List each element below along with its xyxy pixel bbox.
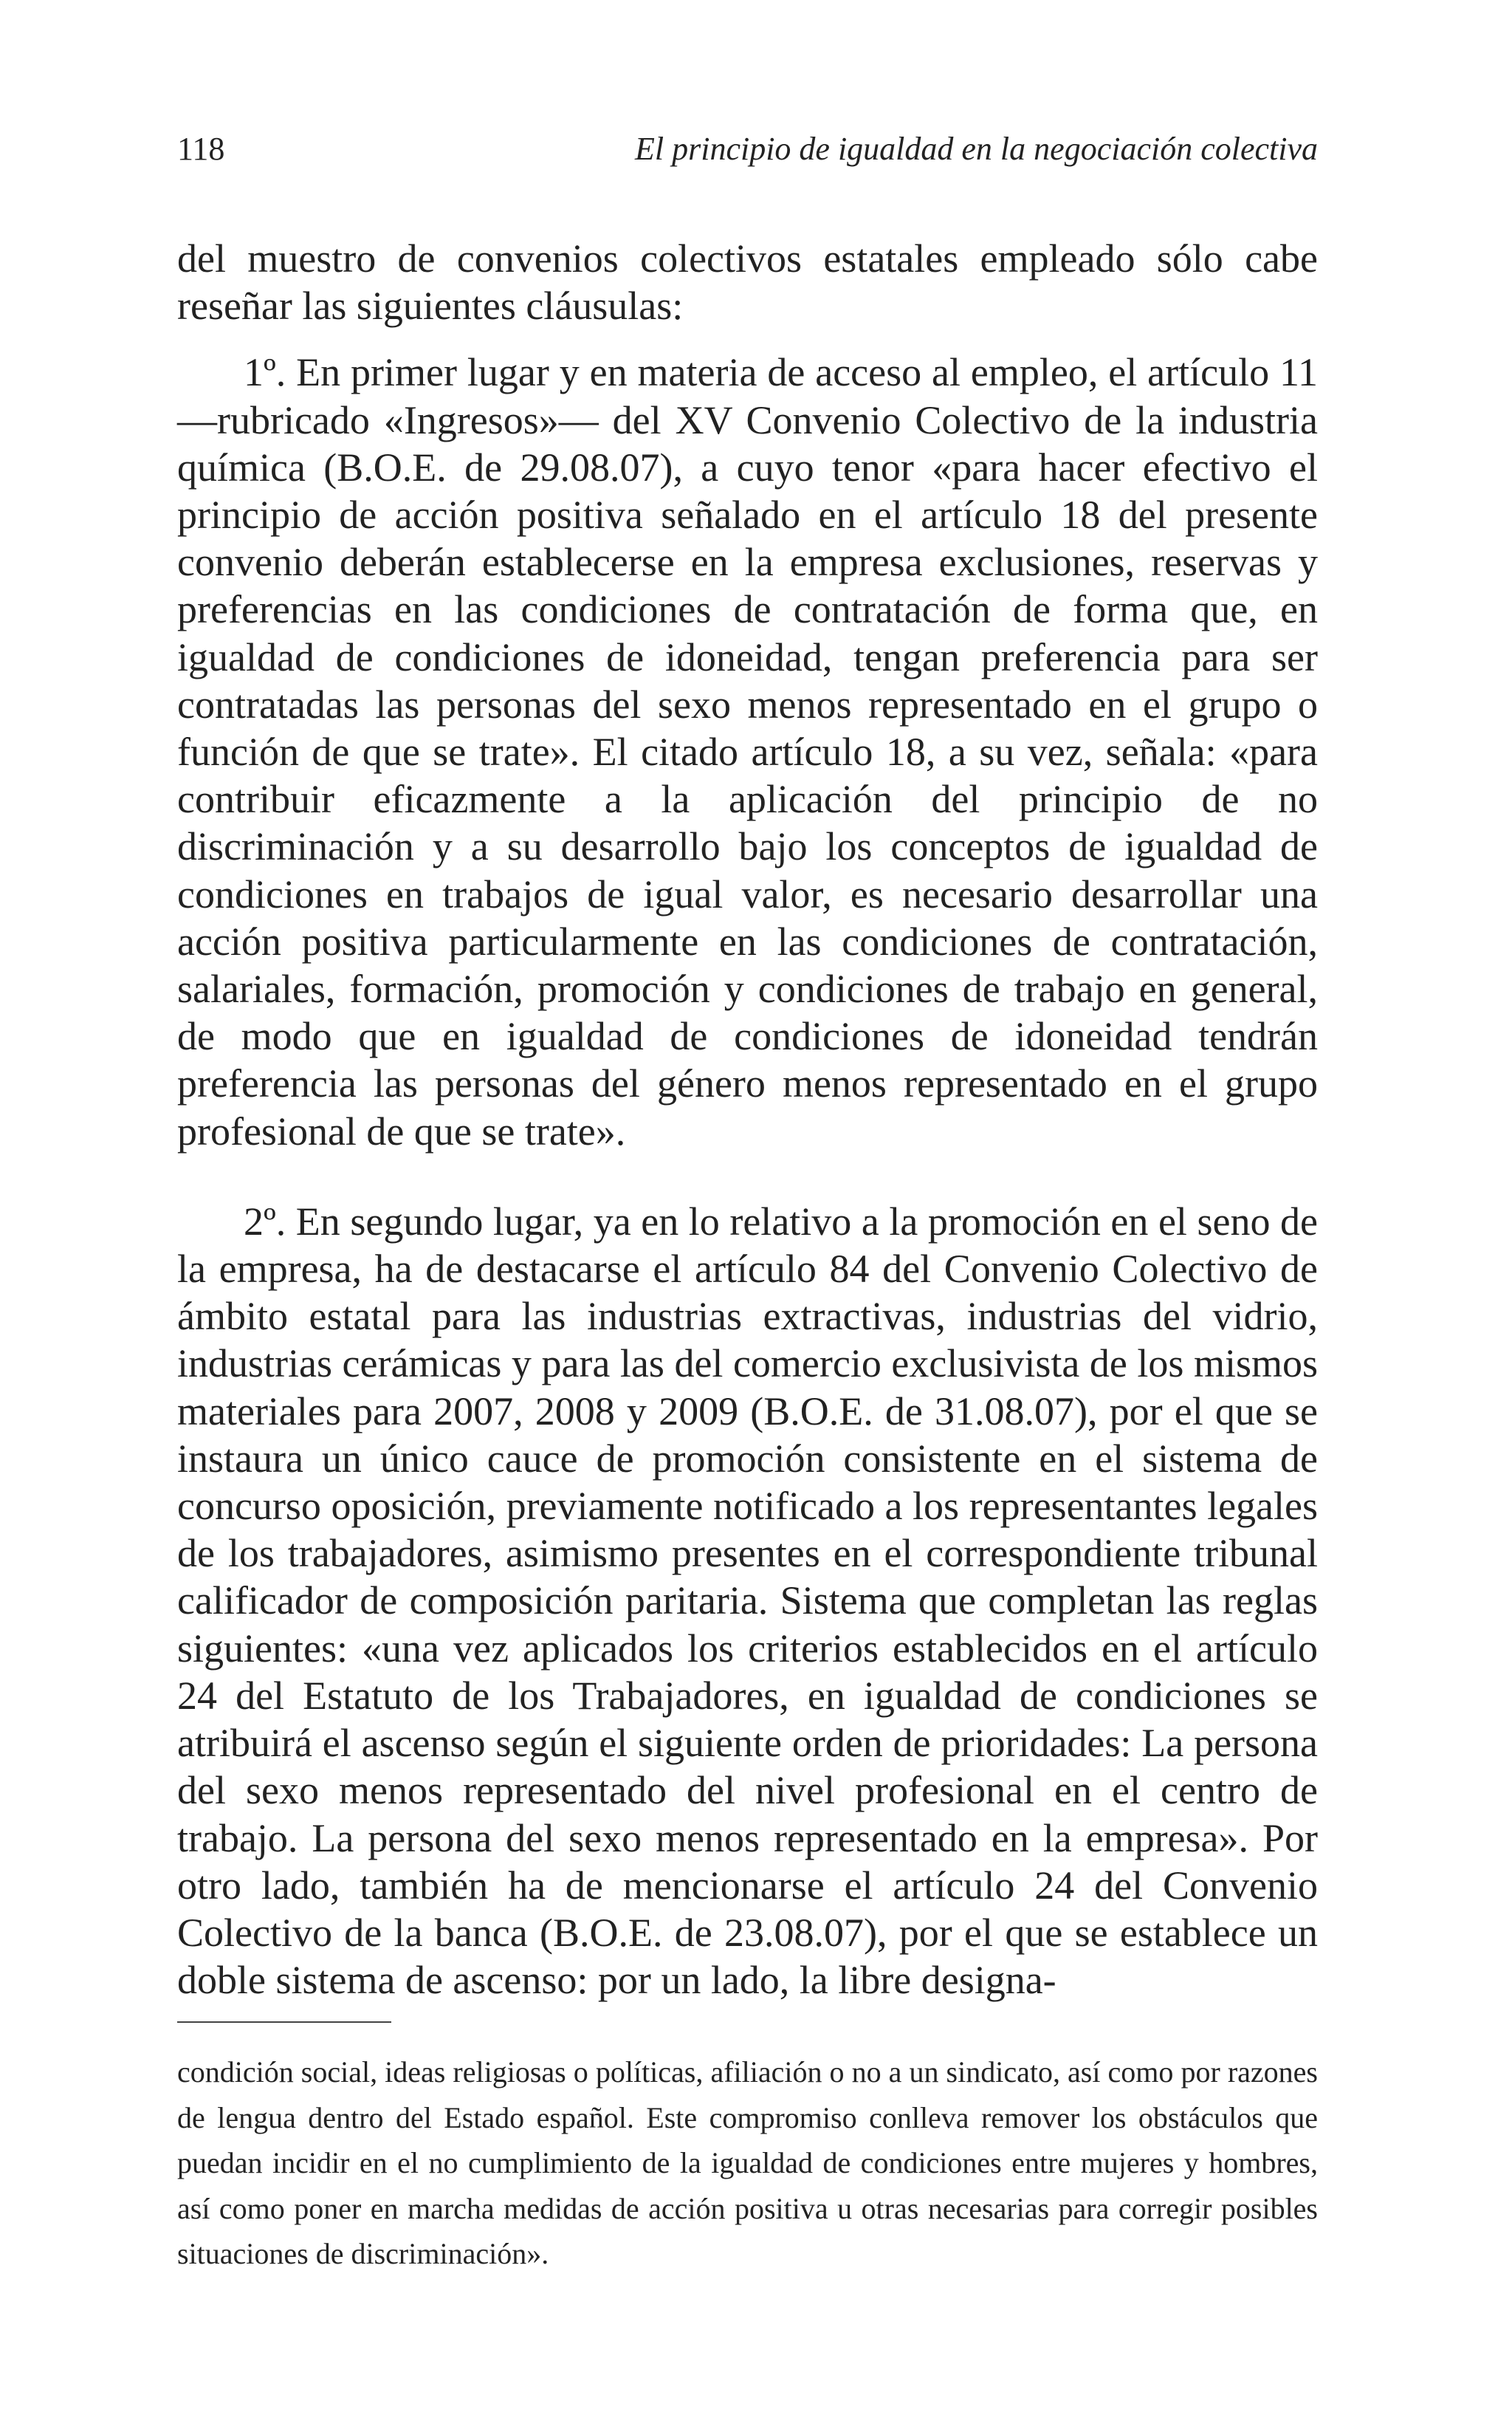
paragraph-1: 1º. En primer lugar y en materia de acceso al empleo, el artículo 11 —rubricado «Ingresos»— del XV Convenio Colectivo de la industria química (B.O.E. de 29.08.07), a cuyo tenor «para hacer efectivo el principio de acción positiva señalado en el artículo 18 del presente convenio deberán establecerse en la empresa exclusiones, reservas y preferencias en las condiciones de contratación de forma que, en igualdad de condiciones de idoneidad, tengan preferencia para ser contratadas las personas del sexo menos representado en el grupo o función de que se trate». El citado artículo 18, a su vez, señala: «para contribuir eficazmente a la aplicación del principio de no discriminación y a su desarrollo bajo los conceptos de igualdad de condiciones en trabajos de igual valor, es necesario desarrollar una acción positiva particularmente en las condiciones de contratación, salariales, formación, promoción y condiciones de trabajo en general, de modo que en igualdad de condiciones de idoneidad tendrán preferencia las personas del género menos representado en el grupo profesional de que se trate». [177, 350, 1318, 1154]
book-page [177, 133, 1318, 2277]
running-header [177, 133, 1318, 165]
footnote-text: condición social, ideas religiosas o políticas, afiliación o no a un sindicato, así como por razones de lengua dentro del Estado español. Este compromiso conlleva remover los obstáculos que puedan incidir en el no cumplimiento de la igualdad de condiciones entre mujeres y hombres, así como poner en marcha medidas de acción positiva u otras necesarias para corregir posibles situaciones de discriminación». [177, 2055, 1318, 2271]
running-title: El principio de igualdad en la negociación colectiva [635, 131, 1318, 167]
page-number: 118 [177, 131, 225, 167]
body-text [177, 235, 1318, 2004]
footnote-divider [177, 2021, 391, 2023]
paragraph-2: 2º. En segundo lugar, ya en lo relativo a la promoción en el seno de la empresa, ha de destacarse el artículo 84 del Convenio Colectivo de ámbito estatal para las industrias extractivas, industrias del vidrio, industrias cerámicas y para las del comercio exclusivista de los mismos materiales para 2007, 2008 y 2009 (B.O.E. de 31.08.07), por el que se instaura un único cauce de promoción consistente en el sistema de concurso oposición, previamente notificado a los representantes legales de los trabajadores, asimismo presentes en el correspondiente tribunal calificador de composición paritaria. Sistema que completan las reglas siguientes: «una vez aplicados los criterios establecidos en el artículo 24 del Estatuto de los Trabajadores, en igualdad de condiciones se atribuirá el ascenso según el siguiente orden de prioridades: La persona del sexo menos representado del nivel profesional en el centro de trabajo. La persona del sexo menos representado en la empresa». Por otro lado, también ha de mencionarse el artículo 24 del Convenio Colectivo de la banca (B.O.E. de 23.08.07), por el que se establece un doble sistema de ascenso: por un lado, la libre designa- [177, 1199, 1318, 2003]
paragraph-continued: del muestro de convenios colectivos estatales empleado sólo cabe reseñar las siguientes cláusulas: [177, 236, 1318, 329]
